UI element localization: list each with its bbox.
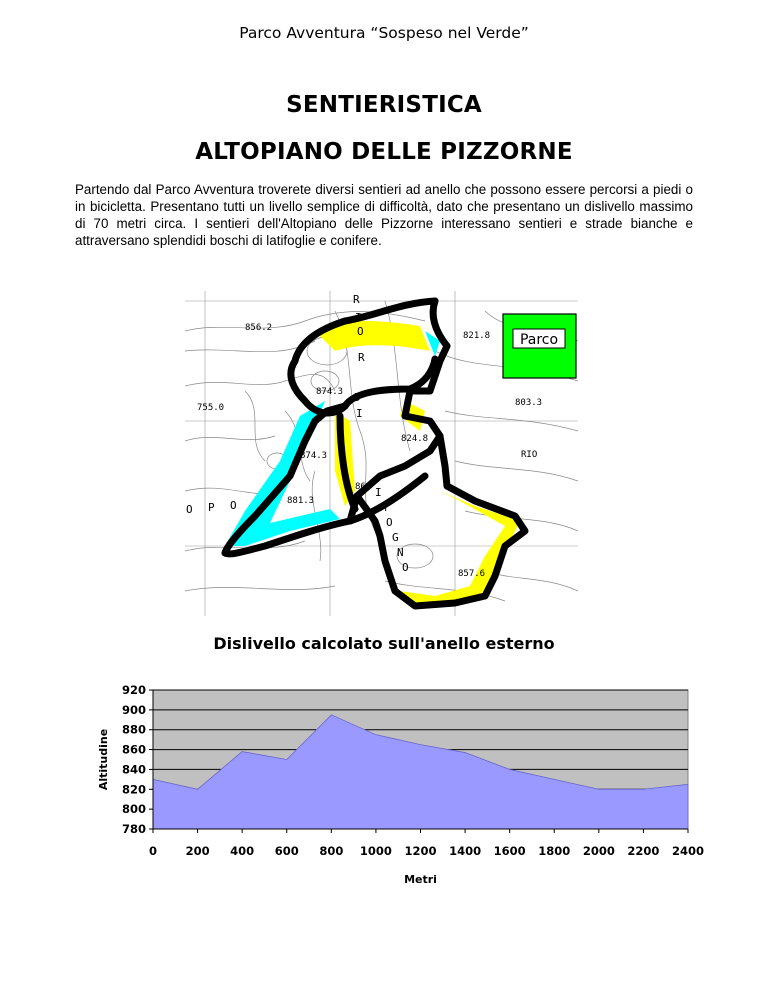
y-tick-label: 920 [121, 683, 146, 697]
map-letter: I [356, 407, 363, 420]
x-tick-label: 2400 [671, 844, 705, 858]
trail-map [185, 291, 578, 616]
x-tick-label: 0 [148, 844, 158, 858]
x-tick-label: 1600 [493, 844, 526, 858]
map-letter: O [386, 516, 393, 529]
x-tick-label: 2200 [627, 844, 660, 858]
y-tick-label: 800 [121, 802, 146, 817]
y-tick-label: 780 [121, 822, 146, 836]
map-letter: G [392, 531, 399, 544]
x-tick-label: 1200 [404, 844, 437, 858]
map-letter: D [354, 391, 361, 404]
map-letter: N [397, 546, 404, 559]
chart-plot-area [97, 683, 704, 886]
map-letter: R [353, 293, 360, 306]
elevation-label: 881.3 [287, 496, 315, 506]
map-letter: P [208, 501, 215, 514]
elevation-label: 803.3 [515, 398, 543, 408]
parco-label: Parco [519, 332, 559, 348]
y-tick-label: 820 [121, 782, 146, 797]
x-tick-label: 1000 [359, 844, 392, 858]
map-letter: I [355, 311, 362, 324]
elevation-chart [80, 670, 720, 900]
x-axis-label: Metri [404, 873, 437, 886]
y-tick-label: 880 [121, 722, 146, 737]
map-letter: R [358, 351, 365, 364]
x-tick-label: 800 [319, 844, 344, 858]
y-tick-label: 840 [121, 762, 146, 777]
x-tick-label: 2000 [582, 844, 615, 858]
y-axis-label: Altitudine [97, 728, 110, 791]
map-letter: O [230, 499, 237, 512]
x-tick-label: 1400 [449, 844, 482, 858]
map-letter: I [375, 486, 382, 499]
x-tick-label: 400 [230, 844, 255, 858]
elevation-label: 824.8 [401, 434, 429, 444]
y-tick-label: 860 [121, 742, 146, 757]
elevation-label: 856.2 [245, 323, 273, 333]
elevation-label: 868 [355, 482, 372, 492]
page-title: SENTIERISTICA [286, 92, 482, 118]
x-tick-label: 600 [274, 844, 299, 858]
map-rio-label: RIO [521, 450, 538, 460]
elevation-label: 857.6 [458, 569, 486, 579]
chart-title: Dislivello calcolato sull'anello esterno [213, 634, 555, 653]
page-subtitle: ALTOPIANO DELLE PIZZORNE [195, 139, 573, 165]
x-tick-label: 1800 [538, 844, 571, 858]
y-tick-label: 900 [121, 702, 146, 717]
map-letter: O [186, 503, 193, 516]
elevation-label: 874.3 [300, 451, 328, 461]
map-letter: M [380, 501, 387, 514]
map-letter: O [357, 325, 364, 338]
intro-paragraph: Partendo dal Parco Avventura troverete diversi sentieri ad anello che possono essere percorsi a piedi o in bicicletta. Presentano tutti un livello semplice di difficoltà, dato che presentano un dislivello massimo di 70 metri circa. I sentieri dell'Altopiano delle Pizzorne interessano sentieri e strade bianche e attraversano splendidi boschi di latifoglie e conifere. [75, 182, 693, 248]
document-header: Parco Avventura “Sospeso nel Verde” [239, 24, 529, 42]
map-letter: O [402, 561, 409, 574]
elevation-label: 874.3 [316, 387, 344, 397]
elevation-label: 755.0 [197, 403, 225, 413]
x-tick-label: 200 [185, 844, 210, 858]
elevation-label: 821.8 [463, 331, 491, 341]
